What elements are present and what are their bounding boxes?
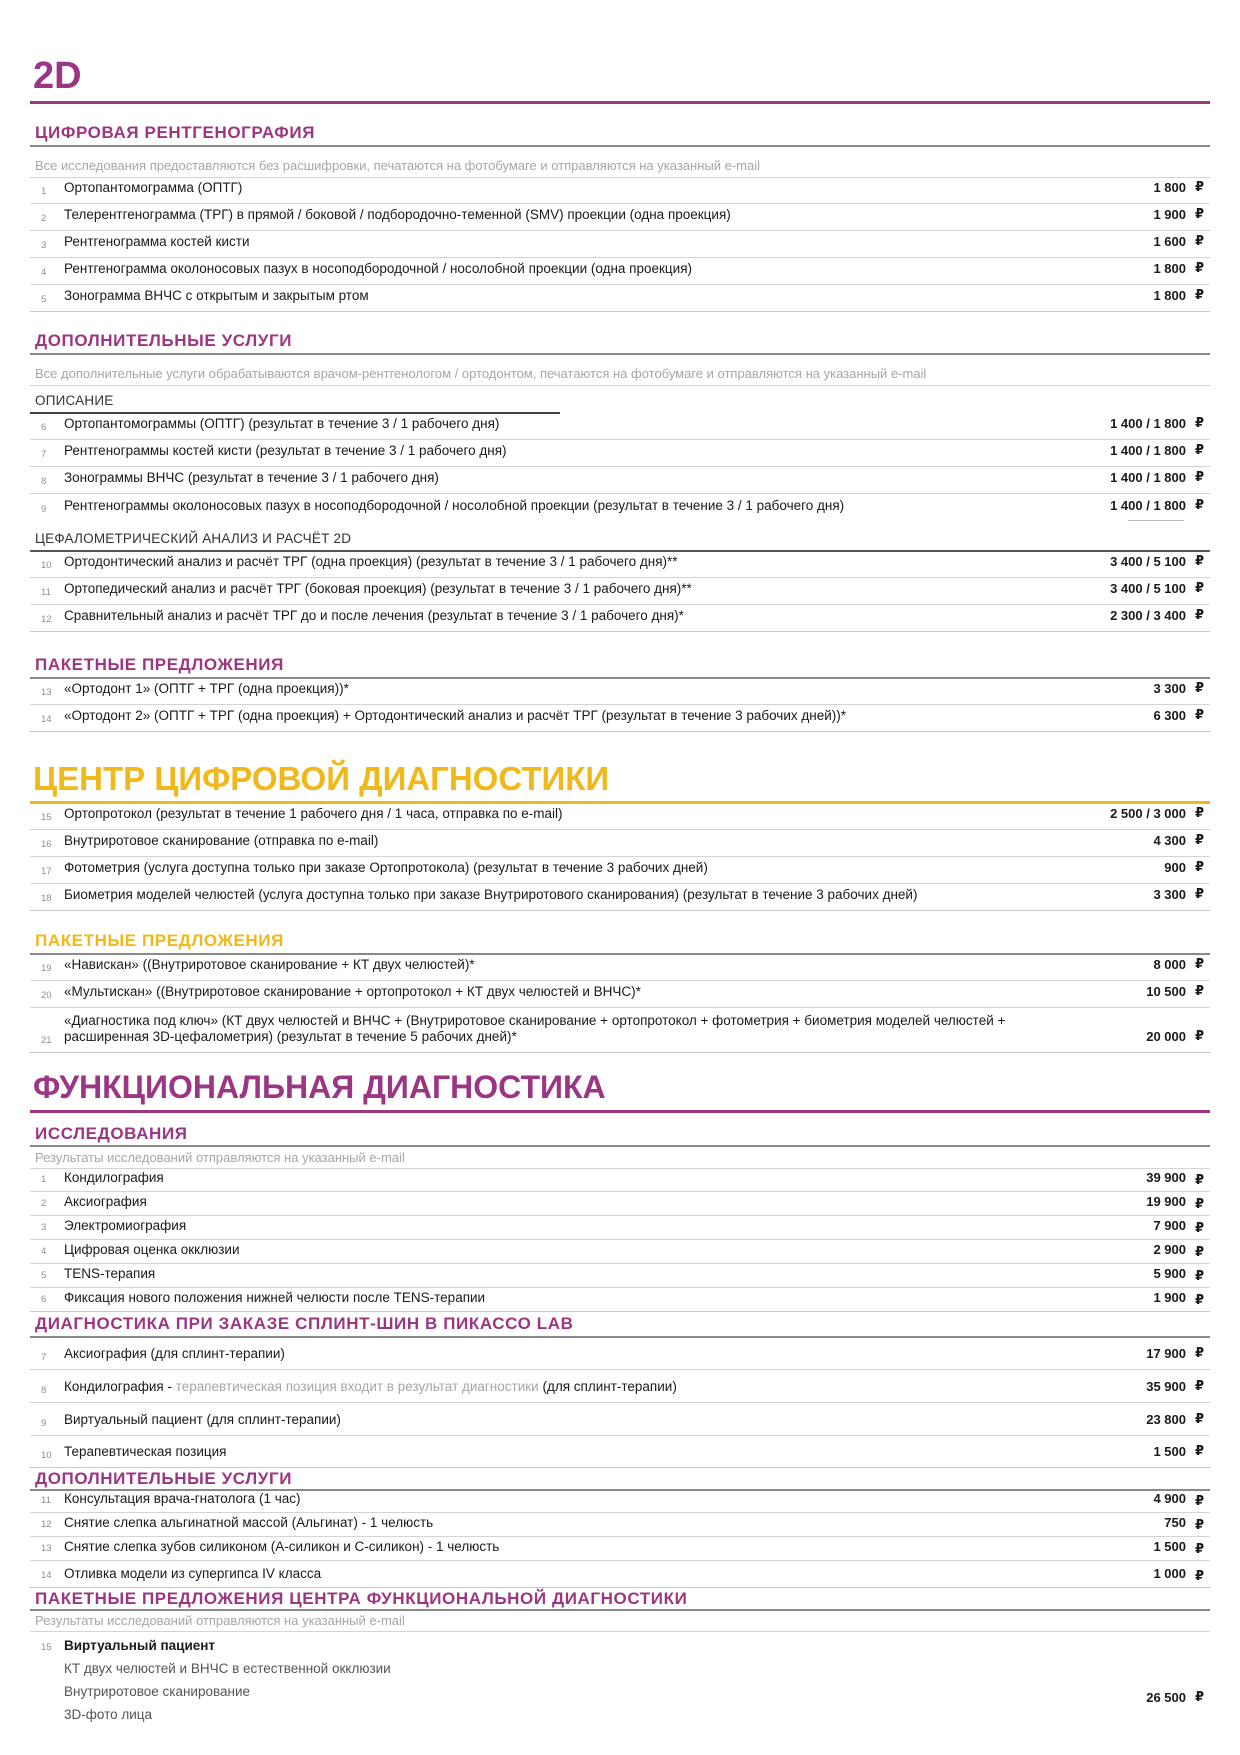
title-functional: ФУНКЦИОНАЛЬНАЯ ДИАГНОСТИКА bbox=[33, 1069, 606, 1105]
row-rule-short bbox=[1128, 520, 1184, 521]
row-number: 1 bbox=[41, 1174, 47, 1185]
price-row bbox=[30, 606, 1210, 632]
price-row bbox=[30, 552, 1210, 578]
section-title-extra: ДОПОЛНИТЕЛЬНЫЕ УСЛУГИ bbox=[35, 331, 293, 350]
ruble-sign: ₽ bbox=[1194, 707, 1204, 722]
row-number: 7 bbox=[41, 1352, 47, 1363]
ruble-sign: ₽ bbox=[1194, 886, 1204, 901]
row-price: 1 400 / 1 800 bbox=[1110, 470, 1186, 485]
row-text: Цифровая оценка окклюзии bbox=[64, 1242, 240, 1257]
ruble-sign: ₽ bbox=[1194, 1244, 1204, 1259]
title-2d-rule bbox=[30, 101, 1210, 104]
section-title-functional-extra: ДОПОЛНИТЕЛЬНЫЕ УСЛУГИ bbox=[35, 1469, 293, 1488]
ruble-sign: ₽ bbox=[1194, 832, 1204, 847]
row-price: 7 900 bbox=[1153, 1218, 1186, 1233]
section-title-research: ИССЛЕДОВАНИЯ bbox=[35, 1124, 188, 1143]
row-text: Ортопедический анализ и расчёт ТРГ (боковая проекция) (результат в течение 3 / 1 рабочего дня)** bbox=[64, 581, 692, 596]
price-row bbox=[30, 885, 1210, 911]
row-number: 13 bbox=[41, 1543, 52, 1554]
row-text: Фотометрия (услуга доступна только при заказе Ортопротокола) (результат в течение 3 рабочих дней) bbox=[64, 860, 708, 875]
price-row bbox=[30, 468, 1210, 494]
row-number: 2 bbox=[41, 213, 47, 224]
ruble-sign: ₽ bbox=[1194, 1689, 1204, 1704]
row-price: 2 500 / 3 000 bbox=[1110, 806, 1186, 821]
row-text-note: терапевтическая позиция входит в результат диагностики bbox=[175, 1379, 539, 1394]
price-row bbox=[30, 858, 1210, 884]
row-price: 1 400 / 1 800 bbox=[1110, 498, 1186, 513]
row-price: 1 900 bbox=[1153, 1290, 1186, 1305]
ruble-sign: ₽ bbox=[1194, 1028, 1204, 1043]
price-row bbox=[30, 1371, 1210, 1403]
row-number: 11 bbox=[41, 1495, 51, 1506]
price-row bbox=[30, 982, 1210, 1008]
row-price: 3 400 / 5 100 bbox=[1110, 581, 1186, 596]
price-row bbox=[30, 286, 1210, 312]
row-price: 750 bbox=[1164, 1515, 1186, 1530]
row-text: Ортопантомограмма (ОПТГ) bbox=[64, 180, 243, 195]
row-price: 1 900 bbox=[1153, 207, 1186, 222]
row-text: «Ортодонт 1» (ОПТГ + ТРГ (одна проекция))* bbox=[64, 681, 349, 696]
section-rule bbox=[30, 1145, 1210, 1147]
row-price: 4 900 bbox=[1153, 1491, 1186, 1506]
price-row bbox=[30, 1169, 1210, 1192]
row-text: Снятие слепка альгинатной массой (Альгинат) - 1 челюсть bbox=[64, 1515, 434, 1530]
row-text-main: Кондилография - bbox=[64, 1379, 176, 1394]
note-rule bbox=[30, 385, 1210, 386]
row-number: 5 bbox=[41, 294, 47, 305]
row-price: 35 900 bbox=[1146, 1379, 1186, 1394]
row-number: 12 bbox=[41, 1519, 52, 1530]
row-text: Консультация врача-гнатолога (1 час) bbox=[64, 1491, 301, 1506]
row-number: 13 bbox=[41, 687, 52, 698]
row-text: Электромиография bbox=[64, 1218, 187, 1233]
row-text: Отливка модели из супергипса IV класса bbox=[64, 1566, 322, 1581]
title-functional-rule bbox=[30, 1110, 1210, 1113]
row-price: 1 000 bbox=[1153, 1566, 1186, 1581]
row-text: Ортопантомограммы (ОПТГ) (результат в течение 3 / 1 рабочего дня) bbox=[64, 416, 500, 431]
ruble-sign: ₽ bbox=[1194, 1411, 1204, 1426]
row-text: Фиксация нового положения нижней челюсти после TENS-терапии bbox=[64, 1290, 486, 1305]
row-price: 23 800 bbox=[1146, 1412, 1186, 1427]
section-note: Все дополнительные услуги обрабатываются врачом-рентгенологом / ортодонтом, печатаются на фотобумаге и отправляются на указанный e-mail bbox=[35, 366, 927, 381]
row-price: 26 500 bbox=[1146, 1690, 1186, 1705]
price-row bbox=[30, 441, 1210, 467]
ruble-sign: ₽ bbox=[1194, 206, 1204, 221]
price-row bbox=[30, 1009, 1210, 1053]
ruble-sign: ₽ bbox=[1194, 983, 1204, 998]
sub-label-description: ОПИСАНИЕ bbox=[35, 393, 114, 408]
row-number: 1 bbox=[41, 186, 47, 197]
row-number: 7 bbox=[41, 449, 47, 460]
row-text: «Ортодонт 2» (ОПТГ + ТРГ (одна проекция) + Ортодонтический анализ и расчёт ТРГ (результат в течение 3 рабочих дней))* bbox=[64, 708, 847, 723]
ruble-sign: ₽ bbox=[1194, 1220, 1204, 1235]
ruble-sign: ₽ bbox=[1194, 580, 1204, 595]
row-price: 1 800 bbox=[1153, 261, 1186, 276]
row-price: 20 000 bbox=[1146, 1029, 1186, 1044]
row-number: 2 bbox=[41, 1198, 47, 1209]
row-text: «Навискан» ((Внутриротовое сканирование + КТ двух челюстей)* bbox=[64, 957, 475, 972]
row-price: 6 300 bbox=[1153, 708, 1186, 723]
row-price: 3 300 bbox=[1153, 681, 1186, 696]
row-text: Ортодонтический анализ и расчёт ТРГ (одна проекция) (результат в течение 3 / 1 рабочего дня)** bbox=[64, 554, 678, 569]
section-rule bbox=[30, 145, 1210, 147]
row-text-tail: (для сплинт-терапии) bbox=[538, 1379, 677, 1394]
ruble-sign: ₽ bbox=[1194, 1378, 1204, 1393]
row-text: Биометрия моделей челюстей (услуга доступна только при заказе Внутриротового сканирования) (результат в течение 3 рабочих дней) bbox=[64, 887, 918, 902]
price-row bbox=[30, 232, 1210, 258]
ruble-sign: ₽ bbox=[1194, 1568, 1204, 1583]
price-row bbox=[30, 1289, 1210, 1312]
row-number: 3 bbox=[41, 240, 47, 251]
price-row bbox=[30, 178, 1210, 204]
row-price: 1 500 bbox=[1153, 1539, 1186, 1554]
price-row bbox=[30, 1404, 1210, 1436]
row-price: 1 500 bbox=[1153, 1444, 1186, 1459]
ruble-sign: ₽ bbox=[1194, 1493, 1204, 1508]
row-number: 11 bbox=[41, 587, 51, 598]
row-text: TENS-терапия bbox=[64, 1266, 156, 1281]
row-price: 17 900 bbox=[1146, 1346, 1186, 1361]
row-text: Аксиография (для сплинт-терапии) bbox=[64, 1346, 285, 1361]
price-row bbox=[30, 1193, 1210, 1216]
section-title-splint: ДИАГНОСТИКА ПРИ ЗАКАЗЕ СПЛИНТ-ШИН В ПИКАССО LAB bbox=[35, 1314, 574, 1333]
row-text: «Диагностика под ключ» (КТ двух челюстей и ВНЧС + (Внутриротовое сканирование + ортопротокол + фотометрия + биометрия моделей челюстей + расширенная 3D-цефалометрия) (результат в течение 5 рабочих дней)* bbox=[64, 1013, 1006, 1044]
row-price: 3 300 bbox=[1153, 887, 1186, 902]
ruble-sign: ₽ bbox=[1194, 956, 1204, 971]
row-number: 10 bbox=[41, 1450, 52, 1461]
row-text: Ортопротокол (результат в течение 1 рабочего дня / 1 часа, отправка по e-mail) bbox=[64, 806, 563, 821]
price-row bbox=[30, 1514, 1210, 1537]
row-text: Сравнительный анализ и расчёт ТРГ до и после лечения (результат в течение 3 / 1 рабочего дня)* bbox=[64, 608, 684, 623]
price-row bbox=[30, 259, 1210, 285]
price-row bbox=[30, 706, 1210, 732]
row-number: 6 bbox=[41, 1294, 47, 1305]
row-number: 9 bbox=[41, 1418, 47, 1429]
row-number: 8 bbox=[41, 476, 47, 487]
price-row bbox=[30, 1490, 1210, 1513]
row-text: Аксиография bbox=[64, 1194, 147, 1209]
sub-label-cephalometry: ЦЕФАЛОМЕТРИЧЕСКИЙ АНАЛИЗ И РАСЧЁТ 2D bbox=[35, 531, 352, 546]
row-price: 2 300 / 3 400 bbox=[1110, 608, 1186, 623]
row-number: 6 bbox=[41, 422, 47, 433]
row-number: 8 bbox=[41, 1385, 47, 1396]
row-number: 14 bbox=[41, 714, 52, 725]
section-title-xray: ЦИФРОВАЯ РЕНТГЕНОГРАФИЯ bbox=[35, 123, 316, 142]
title-2d: 2D bbox=[33, 55, 82, 97]
ruble-sign: ₽ bbox=[1194, 859, 1204, 874]
row-price: 3 400 / 5 100 bbox=[1110, 554, 1186, 569]
section-title-functional-packages: ПАКЕТНЫЕ ПРЕДЛОЖЕНИЯ ЦЕНТРА ФУНКЦИОНАЛЬНОЙ ДИАГНОСТИКИ bbox=[35, 1589, 688, 1608]
row-number: 4 bbox=[41, 1246, 47, 1257]
ruble-sign: ₽ bbox=[1194, 233, 1204, 248]
price-row bbox=[30, 1265, 1210, 1288]
row-number: 18 bbox=[41, 893, 52, 904]
row-text: Виртуальный пациент (для сплинт-терапии) bbox=[64, 1412, 341, 1427]
row-number: 19 bbox=[41, 963, 52, 974]
row-price: 1 800 bbox=[1153, 288, 1186, 303]
row-number: 15 bbox=[41, 1642, 52, 1653]
price-row bbox=[30, 495, 1210, 521]
section-rule bbox=[30, 353, 1210, 355]
row-price: 1 800 bbox=[1153, 180, 1186, 195]
row-price: 1 600 bbox=[1153, 234, 1186, 249]
row-number: 16 bbox=[41, 839, 52, 850]
price-row bbox=[30, 414, 1210, 440]
price-row bbox=[30, 804, 1210, 830]
row-text: Рентгенограммы околоносовых пазух в носоподбородочной / носолобной проекции (результат в течение 3 / 1 рабочего дня) bbox=[64, 498, 845, 513]
row-text: Кондилография bbox=[64, 1170, 164, 1185]
ruble-sign: ₽ bbox=[1194, 1292, 1204, 1307]
row-number: 17 bbox=[41, 866, 52, 877]
row-text: Снятие слепка зубов силиконом (А-силикон и С-силикон) - 1 челюсть bbox=[64, 1539, 500, 1554]
row-price: 39 900 bbox=[1146, 1170, 1186, 1185]
section-rule bbox=[30, 1609, 1210, 1611]
row-text: Внутриротовое сканирование (отправка по e-mail) bbox=[64, 833, 379, 848]
row-price: 5 900 bbox=[1153, 1266, 1186, 1281]
ruble-sign: ₽ bbox=[1194, 415, 1204, 430]
package-line: КТ двух челюстей и ВНЧС в естественной окклюзии bbox=[64, 1661, 391, 1676]
ruble-sign: ₽ bbox=[1194, 287, 1204, 302]
price-row bbox=[30, 1562, 1210, 1588]
row-text: Телерентгенограмма (ТРГ) в прямой / боковой / подбородочно-теменной (SMV) проекции (одна проекция) bbox=[64, 207, 731, 222]
ruble-sign: ₽ bbox=[1194, 553, 1204, 568]
row-price: 900 bbox=[1164, 860, 1186, 875]
ruble-sign: ₽ bbox=[1194, 497, 1204, 512]
section-title-digital-packages: ПАКЕТНЫЕ ПРЕДЛОЖЕНИЯ bbox=[35, 931, 284, 950]
ruble-sign: ₽ bbox=[1194, 1268, 1204, 1283]
row-text: Зонограмма ВНЧС с открытым и закрытым ртом bbox=[64, 288, 369, 303]
ruble-sign: ₽ bbox=[1194, 1443, 1204, 1458]
ruble-sign: ₽ bbox=[1194, 1345, 1204, 1360]
price-row bbox=[30, 955, 1210, 981]
price-row bbox=[30, 579, 1210, 605]
row-text bbox=[64, 1379, 677, 1395]
row-price: 4 300 bbox=[1153, 833, 1186, 848]
row-number: 21 bbox=[41, 1035, 52, 1046]
package-title: Виртуальный пациент bbox=[64, 1638, 216, 1653]
ruble-sign: ₽ bbox=[1194, 1196, 1204, 1211]
price-row bbox=[30, 1241, 1210, 1264]
ruble-sign: ₽ bbox=[1194, 607, 1204, 622]
row-text: Терапевтическая позиция bbox=[64, 1444, 227, 1459]
section-title-packages: ПАКЕТНЫЕ ПРЕДЛОЖЕНИЯ bbox=[35, 655, 284, 674]
row-number: 20 bbox=[41, 990, 52, 1001]
row-text: Рентгенограммы костей кисти (результат в течение 3 / 1 рабочего дня) bbox=[64, 443, 507, 458]
package-line: Внутриротовое сканирование bbox=[64, 1684, 250, 1699]
row-price: 19 900 bbox=[1146, 1194, 1186, 1209]
ruble-sign: ₽ bbox=[1194, 469, 1204, 484]
row-number: 15 bbox=[41, 812, 52, 823]
section-note: Результаты исследований отправляются на указанный e-mail bbox=[35, 1613, 405, 1628]
row-price: 1 400 / 1 800 bbox=[1110, 416, 1186, 431]
row-price: 10 500 bbox=[1146, 984, 1186, 999]
ruble-sign: ₽ bbox=[1194, 805, 1204, 820]
price-row bbox=[30, 205, 1210, 231]
row-number: 9 bbox=[41, 504, 47, 515]
ruble-sign: ₽ bbox=[1194, 1172, 1204, 1187]
row-text: «Мультискан» ((Внутриротовое сканирование + ортопротокол + КТ двух челюстей и ВНЧС)* bbox=[64, 984, 641, 999]
row-number: 12 bbox=[41, 614, 52, 625]
row-number: 3 bbox=[41, 1222, 47, 1233]
row-text: Зонограммы ВНЧС (результат в течение 3 / 1 рабочего дня) bbox=[64, 470, 439, 485]
price-row bbox=[30, 831, 1210, 857]
title-digital-center: ЦЕНТР ЦИФРОВОЙ ДИАГНОСТИКИ bbox=[33, 760, 610, 797]
price-row bbox=[30, 1217, 1210, 1240]
row-number: 10 bbox=[41, 560, 52, 571]
row-price: 1 400 / 1 800 bbox=[1110, 443, 1186, 458]
ruble-sign: ₽ bbox=[1194, 1541, 1204, 1556]
package-line: 3D-фото лица bbox=[64, 1707, 153, 1722]
row-number: 5 bbox=[41, 1270, 47, 1281]
ruble-sign: ₽ bbox=[1194, 1517, 1204, 1532]
row-number: 14 bbox=[41, 1570, 52, 1581]
price-row bbox=[30, 679, 1210, 705]
row-number: 4 bbox=[41, 267, 47, 278]
section-note: Все исследования предоставляются без расшифровки, печатаются на фотобумаге и отправляются на указанный e-mail bbox=[35, 158, 760, 173]
package-item bbox=[30, 1632, 1210, 1752]
ruble-sign: ₽ bbox=[1194, 680, 1204, 695]
price-row bbox=[30, 1437, 1210, 1468]
row-price: 8 000 bbox=[1153, 957, 1186, 972]
section-note: Результаты исследований отправляются на указанный e-mail bbox=[35, 1150, 405, 1165]
ruble-sign: ₽ bbox=[1194, 260, 1204, 275]
ruble-sign: ₽ bbox=[1194, 179, 1204, 194]
ruble-sign: ₽ bbox=[1194, 442, 1204, 457]
row-text: Рентгенограмма костей кисти bbox=[64, 234, 250, 249]
row-text: Рентгенограмма околоносовых пазух в носоподбородочной / носолобной проекции (одна проекция) bbox=[64, 261, 692, 276]
price-row bbox=[30, 1538, 1210, 1561]
row-price: 2 900 bbox=[1153, 1242, 1186, 1257]
price-row bbox=[30, 1338, 1210, 1370]
